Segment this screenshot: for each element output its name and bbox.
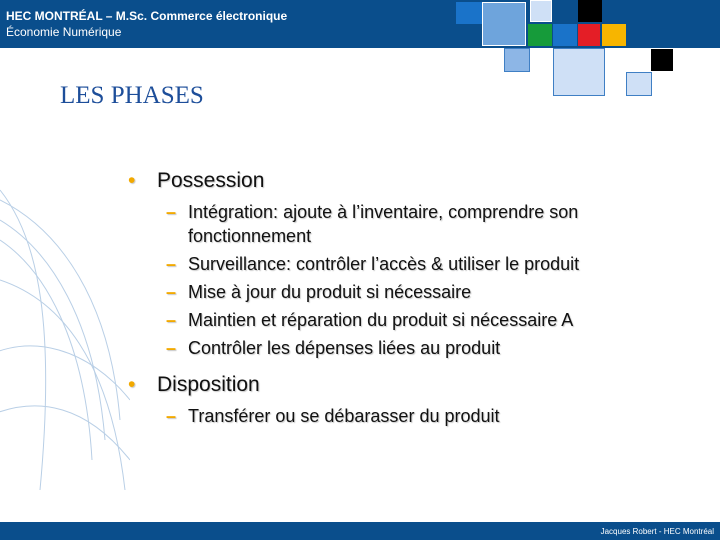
deco-square xyxy=(602,24,626,46)
sub-bullet-item xyxy=(128,336,688,360)
bullet-group-disposition xyxy=(128,372,688,428)
bullet-item xyxy=(128,168,688,194)
sub-bullet-text: Mise à jour du produit si nécessaire xyxy=(188,282,472,302)
slide-title: LES PHASES xyxy=(60,82,204,109)
bullet-text: Disposition xyxy=(157,373,260,396)
deco-square xyxy=(553,48,605,96)
sub-bullet-text: Transférer ou se débarasser du produit xyxy=(188,406,500,426)
sub-bullet-marker: – xyxy=(166,282,177,302)
sub-bullet-item xyxy=(128,308,688,332)
deco-square xyxy=(456,2,482,24)
deco-square xyxy=(578,24,600,46)
sub-bullet-marker: – xyxy=(166,202,177,222)
bullet-marker: • xyxy=(128,169,136,192)
bullet-marker: • xyxy=(128,373,136,396)
sub-bullet-marker: – xyxy=(166,310,177,330)
sub-bullet-marker: – xyxy=(166,338,177,358)
sub-bullet-marker: – xyxy=(166,254,177,274)
deco-square xyxy=(530,0,552,22)
sub-bullet-item xyxy=(128,280,688,304)
sub-bullet-text: Intégration: ajoute à l’inventaire, comprendre son fonctionnement xyxy=(188,202,579,246)
sub-bullet-marker: – xyxy=(166,406,177,426)
sub-bullet-item xyxy=(128,200,688,248)
globe-lines-decoration xyxy=(0,160,130,520)
deco-square xyxy=(553,24,577,46)
deco-square xyxy=(504,48,530,72)
footer-credit: Jacques Robert - HEC Montréal xyxy=(600,527,714,536)
footer-bar xyxy=(0,522,720,540)
header-title: HEC MONTRÉAL – M.Sc. Commerce électronique xyxy=(6,9,288,23)
deco-square xyxy=(482,2,526,46)
sub-bullet-text: Contrôler les dépenses liées au produit xyxy=(188,338,501,358)
bullet-group-possession xyxy=(128,168,688,360)
bullet-text: Possession xyxy=(157,169,265,192)
deco-square xyxy=(626,72,652,96)
header-subtitle: Économie Numérique xyxy=(6,25,122,39)
sub-bullet-text: Surveillance: contrôler l’accès & utiliser le produit xyxy=(188,254,580,274)
sub-bullet-item xyxy=(128,404,688,428)
deco-square xyxy=(650,48,674,72)
deco-square xyxy=(578,0,602,22)
sub-bullet-text: Maintien et réparation du produit si nécessaire A xyxy=(188,310,574,330)
bullet-list xyxy=(128,168,688,440)
bullet-item xyxy=(128,372,688,398)
sub-bullet-item xyxy=(128,252,688,276)
deco-square xyxy=(528,24,552,46)
